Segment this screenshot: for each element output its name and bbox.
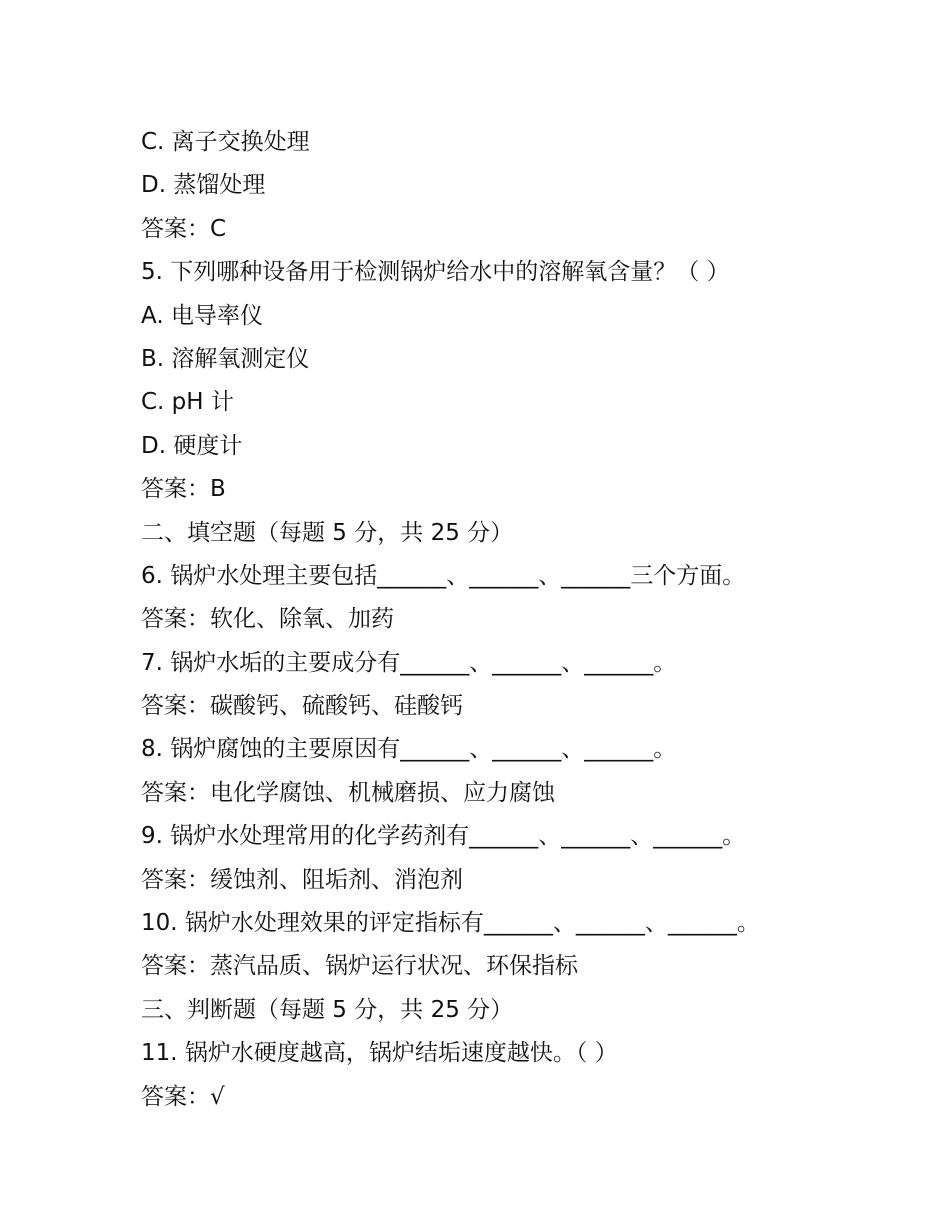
- question-7: 7. 锅炉水垢的主要成分有______、______、______。: [141, 649, 677, 676]
- question-11: 11. 锅炉水硬度越高，锅炉结垢速度越快。（ ）: [141, 1040, 618, 1067]
- option-d-text: D. 蒸馏处理: [141, 172, 266, 199]
- answer-text: 答案：软化、除氧、加药: [141, 606, 394, 633]
- section-heading: 二、填空题（每题 5 分，共 25 分）: [141, 519, 514, 546]
- section-heading: 三、判断题（每题 5 分，共 25 分）: [141, 996, 514, 1023]
- answer-text: 答案：缓蚀剂、阻垢剂、消泡剂: [141, 866, 463, 893]
- answer-text: 答案：B: [141, 476, 226, 503]
- document-body: [141, 121, 841, 1119]
- question-6: 6. 锅炉水处理主要包括______、______、______三个方面。: [141, 562, 746, 589]
- answer-text: 答案：蒸汽品质、锅炉运行状况、环保指标: [141, 953, 578, 980]
- answer-text: 答案：碳酸钙、硫酸钙、硅酸钙: [141, 693, 463, 720]
- option-d-text: D. 硬度计: [141, 432, 243, 459]
- question-9: 9. 锅炉水处理常用的化学药剂有______、______、______。: [141, 823, 746, 850]
- option-b-text: B. 溶解氧测定仪: [141, 345, 310, 372]
- answer-text: 答案：C: [141, 215, 227, 242]
- question-5: 5. 下列哪种设备用于检测锅炉给水中的溶解氧含量？（ ）: [141, 259, 730, 286]
- question-8: 8. 锅炉腐蚀的主要原因有______、______、______。: [141, 736, 677, 763]
- question-10: 10. 锅炉水处理效果的评定指标有______、______、______。: [141, 910, 760, 937]
- answer-text: 答案：电化学腐蚀、机械磨损、应力腐蚀: [141, 779, 555, 806]
- option-a-text: A. 电导率仪: [141, 302, 263, 329]
- option-c-text: C. pH 计: [141, 389, 234, 416]
- option-c-text: C. 离子交换处理: [141, 129, 310, 155]
- answer-text: 答案：√: [141, 1083, 225, 1110]
